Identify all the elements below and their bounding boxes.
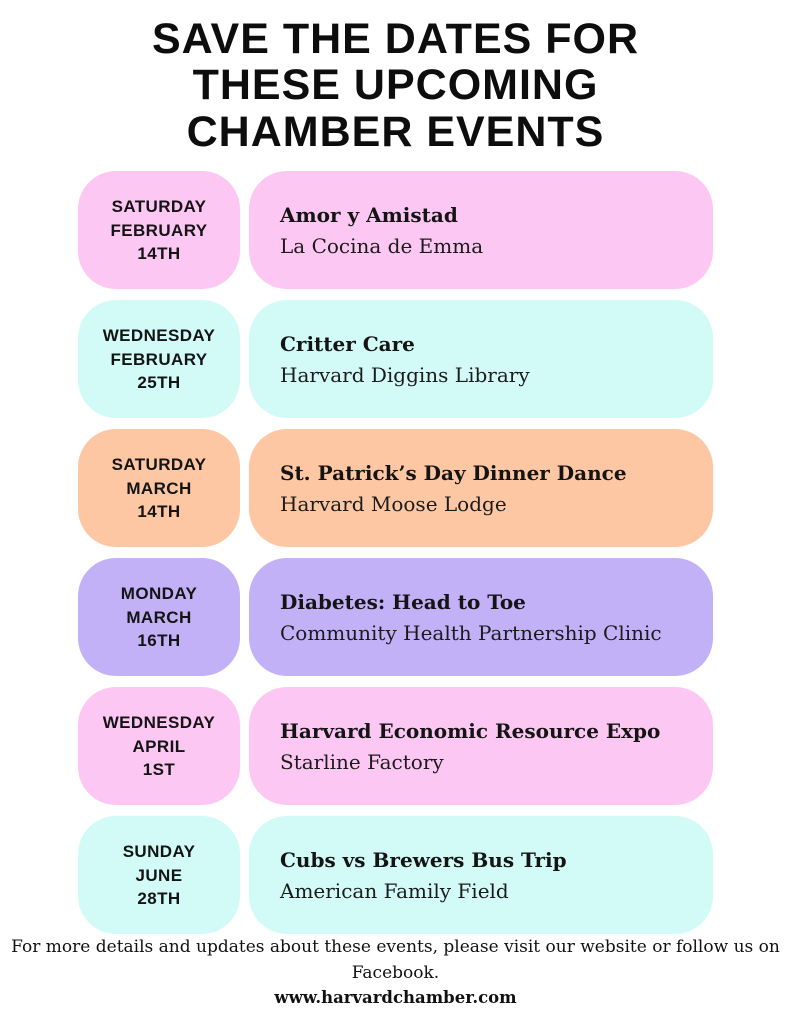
event-location: Harvard Diggins Library [280,362,530,387]
event-date-box [78,558,240,676]
event-row [78,171,713,289]
event-month: MARCH [126,478,192,498]
event-date-box [78,300,240,418]
event-day: SUNDAY [122,842,196,862]
event-row [78,300,713,418]
event-date: 25TH [137,373,181,393]
event-location: American Family Field [280,878,509,903]
event-row [78,687,713,805]
event-list [78,171,713,934]
event-location: Community Health Partnership Clinic [280,620,662,645]
footer [0,935,791,1011]
event-row [78,558,713,676]
event-date-box [78,171,240,289]
event-detail-box [249,300,713,418]
event-day: WEDNESDAY [102,713,216,733]
event-date: 16TH [137,631,181,651]
event-name: Harvard Economic Resource Expo [280,718,661,743]
event-detail-box [249,558,713,676]
page-title: SAVE THE DATES FOR THESE UPCOMING CHAMBER EVENTS [151,15,640,156]
event-row [78,429,713,547]
event-month: APRIL [132,736,186,756]
event-date: 1ST [142,760,176,780]
event-name: Amor y Amistad [280,202,458,227]
event-location: Harvard Moose Lodge [280,491,507,516]
event-month: MARCH [126,607,192,627]
event-day: SATURDAY [111,197,207,217]
event-name: Diabetes: Head to Toe [280,589,526,614]
event-date-box [78,429,240,547]
event-month: JUNE [135,865,183,885]
event-location: La Cocina de Emma [280,233,484,258]
event-date-box [78,816,240,934]
event-date: 14TH [137,244,181,264]
event-day: WEDNESDAY [102,326,216,346]
event-date-box [78,687,240,805]
event-detail-box [249,171,713,289]
event-detail-box [249,687,713,805]
event-day: SATURDAY [111,455,207,475]
event-row [78,816,713,934]
event-date: 28TH [137,889,181,909]
event-month: FEBRUARY [110,220,208,240]
event-name: Cubs vs Brewers Bus Trip [280,847,567,872]
event-location: Starline Factory [280,749,444,774]
event-name: Critter Care [280,331,415,356]
event-detail-box [249,816,713,934]
event-name: St. Patrick’s Day Dinner Dance [280,460,627,485]
footer-website-url: www.harvardchamber.com [274,988,517,1008]
event-day: MONDAY [120,584,198,604]
event-month: FEBRUARY [110,349,208,369]
footer-note: For more details and updates about these events, please visit our website or follow us on Facebook. [11,937,780,983]
event-detail-box [249,429,713,547]
event-date: 14TH [137,502,181,522]
